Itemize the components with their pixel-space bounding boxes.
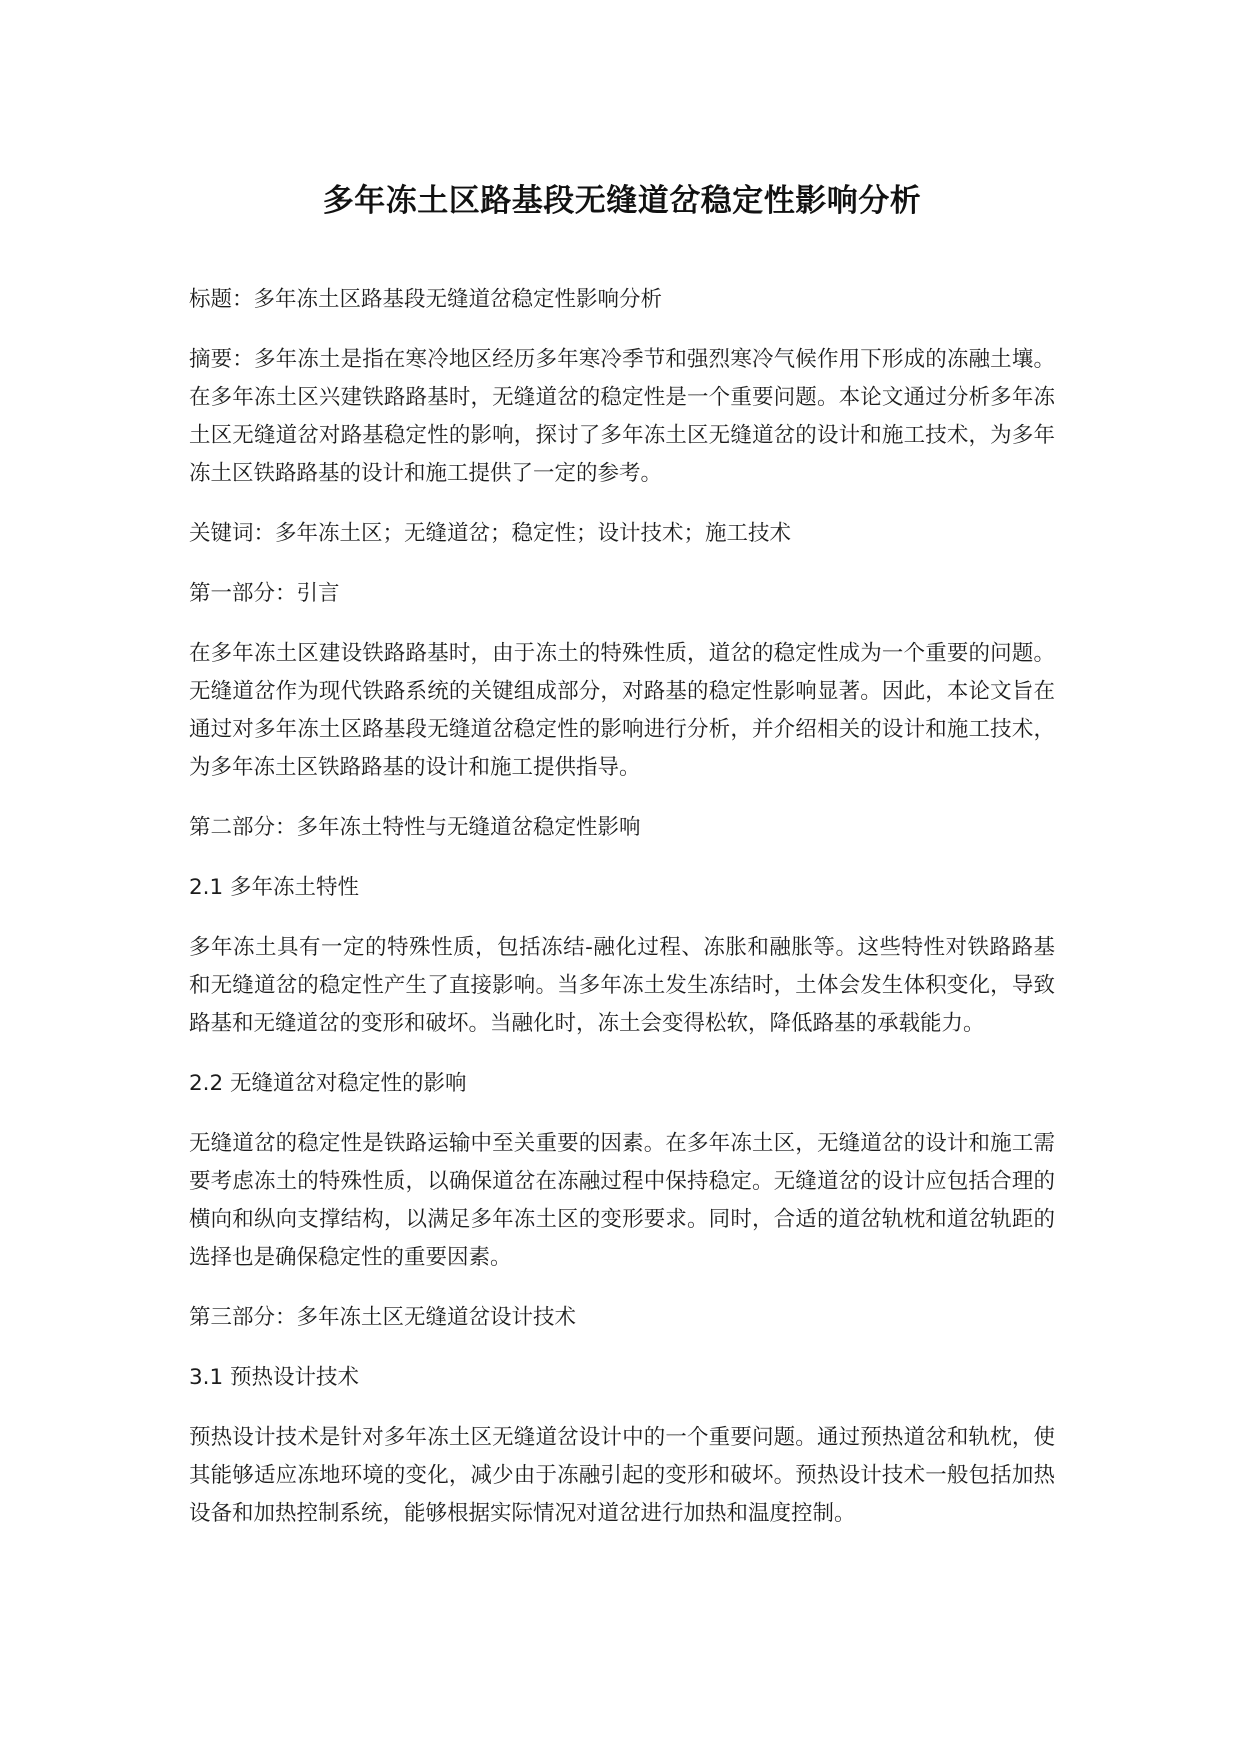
abstract-paragraph: 摘要：多年冻土是指在寒冷地区经历多年寒冷季节和强烈寒冷气候作用下形成的冻融土壤。在多年冻土区兴建铁路路基时，无缝道岔的稳定性是一个重要问题。本论文通过分析多年冻土区无缝道岔对路基稳定性的影响，探讨了多年冻土区无缝道岔的设计和施工技术，为多年冻土区铁路路基的设计和施工提供了一定的参考。 xyxy=(189,347,1055,486)
section-3-1-heading: 3.1 预热设计技术 xyxy=(189,1365,360,1390)
section-2-2-heading: 2.2 无缝道岔对稳定性的影响 xyxy=(189,1071,467,1096)
section-2-1-heading: 2.1 多年冻土特性 xyxy=(189,875,360,900)
keywords-line: 关键词：多年冻土区；无缝道岔；稳定性；设计技术；施工技术 xyxy=(189,521,792,546)
section-1-paragraph: 在多年冻土区建设铁路路基时，由于冻土的特殊性质，道岔的稳定性成为一个重要的问题。无缝道岔作为现代铁路系统的关键组成部分，对路基的稳定性影响显著。因此，本论文旨在通过对多年冻土区路基段无缝道岔稳定性的影响进行分析，并介绍相关的设计和施工技术，为多年冻土区铁路路基的设计和施工提供指导。 xyxy=(189,641,1055,780)
section-2-1-paragraph: 多年冻土具有一定的特殊性质，包括冻结-融化过程、冻胀和融胀等。这些特性对铁路路基和无缝道岔的稳定性产生了直接影响。当多年冻土发生冻结时，土体会发生体积变化，导致路基和无缝道岔的变形和破坏。当融化时，冻土会变得松软，降低路基的承载能力。 xyxy=(189,935,1055,1036)
section-3-1-paragraph: 预热设计技术是针对多年冻土区无缝道岔设计中的一个重要问题。通过预热道岔和轨枕，使其能够适应冻地环境的变化，减少由于冻融引起的变形和破坏。预热设计技术一般包括加热设备和加热控制系统，能够根据实际情况对道岔进行加热和温度控制。 xyxy=(189,1425,1055,1526)
meta-title-line: 标题：多年冻土区路基段无缝道岔稳定性影响分析 xyxy=(189,287,663,312)
section-2-2-paragraph: 无缝道岔的稳定性是铁路运输中至关重要的因素。在多年冻土区，无缝道岔的设计和施工需要考虑冻土的特殊性质，以确保道岔在冻融过程中保持稳定。无缝道岔的设计应包括合理的横向和纵向支撑结构，以满足多年冻土区的变形要求。同时，合适的道岔轨枕和道岔轨距的选择也是确保稳定性的重要因素。 xyxy=(189,1131,1055,1270)
document-title: 多年冻土区路基段无缝道岔稳定性影响分析 xyxy=(322,183,922,219)
section-1-heading: 第一部分：引言 xyxy=(189,581,340,606)
section-3-heading: 第三部分：多年冻土区无缝道岔设计技术 xyxy=(189,1305,577,1330)
section-2-heading: 第二部分：多年冻土特性与无缝道岔稳定性影响 xyxy=(189,815,641,840)
